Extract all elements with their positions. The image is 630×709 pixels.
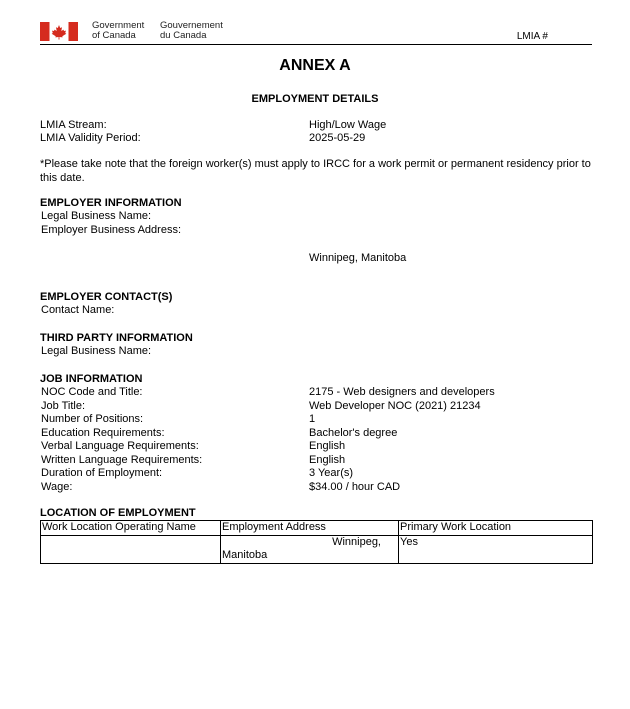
- column-header: Work Location Operating Name: [41, 521, 221, 536]
- canada-flag-icon: [40, 22, 78, 41]
- employer-address-city: Winnipeg, Manitoba: [309, 252, 407, 264]
- work-permit-note: *Please take note that the foreign worker(s) must apply to IRCC for a work permit or permanent residency prior to this date.: [40, 158, 591, 184]
- operating-name-cell: [41, 535, 221, 563]
- column-header: Employment Address: [221, 521, 399, 536]
- lmia-stream-value: High/Low Wage: [309, 119, 387, 131]
- job-row-value: Bachelor's degree: [309, 427, 398, 439]
- job-row-label: Education Requirements:: [41, 427, 165, 439]
- job-row-value: 2175 - Web designers and developers: [309, 386, 495, 398]
- job-row-value: English: [309, 454, 346, 466]
- page-title: ANNEX A: [279, 57, 351, 74]
- employer-information-heading: EMPLOYER INFORMATION: [40, 197, 182, 209]
- location-table: [40, 520, 593, 564]
- address-city: Winnipeg,: [332, 535, 381, 548]
- table-header-row: [41, 521, 593, 536]
- government-of-canada-wordmark: Government of Canada: [92, 20, 145, 41]
- job-row-value: 3 Year(s): [309, 467, 354, 479]
- job-row-value: English: [309, 440, 346, 452]
- header-divider: [40, 44, 592, 45]
- job-row-label: NOC Code and Title:: [41, 386, 143, 398]
- job-row-value: Web Developer NOC (2021) 21234: [309, 400, 481, 412]
- lmia-validity-value: 2025-05-29: [309, 132, 366, 144]
- table-row: [41, 535, 593, 563]
- third-party-legal-name-label: Legal Business Name:: [41, 345, 152, 357]
- job-row-value: $34.00 / hour CAD: [309, 481, 401, 493]
- contact-name-label: Contact Name:: [41, 304, 115, 316]
- employer-legal-name-label: Legal Business Name:: [41, 210, 152, 222]
- job-row-label: Verbal Language Requirements:: [41, 440, 199, 452]
- job-row-label: Written Language Requirements:: [41, 454, 203, 466]
- employer-contacts-heading: EMPLOYER CONTACT(S): [40, 291, 173, 303]
- employer-address-label: Employer Business Address:: [41, 224, 182, 236]
- address-province: Manitoba: [222, 549, 268, 561]
- lmia-stream-label: LMIA Stream:: [40, 119, 107, 131]
- job-row-label: Wage:: [41, 481, 73, 493]
- employment-address-cell: [221, 535, 399, 563]
- section-subtitle: EMPLOYMENT DETAILS: [251, 93, 379, 105]
- job-row-label: Number of Positions:: [41, 413, 144, 425]
- column-header: Primary Work Location: [399, 521, 593, 536]
- job-row-value: 1: [309, 413, 316, 425]
- job-information-heading: JOB INFORMATION: [40, 373, 143, 385]
- job-row-label: Job Title:: [41, 400, 86, 412]
- gouvernement-du-canada-wordmark: Gouvernement du Canada: [160, 20, 223, 41]
- lmia-number-label: LMIA #: [516, 31, 548, 42]
- location-of-employment-heading: LOCATION OF EMPLOYMENT: [40, 507, 196, 519]
- lmia-validity-label: LMIA Validity Period:: [40, 132, 141, 144]
- job-row-label: Duration of Employment:: [41, 467, 163, 479]
- third-party-heading: THIRD PARTY INFORMATION: [40, 332, 193, 344]
- primary-work-location-cell: Yes: [399, 535, 593, 563]
- gov-header: [40, 20, 592, 44]
